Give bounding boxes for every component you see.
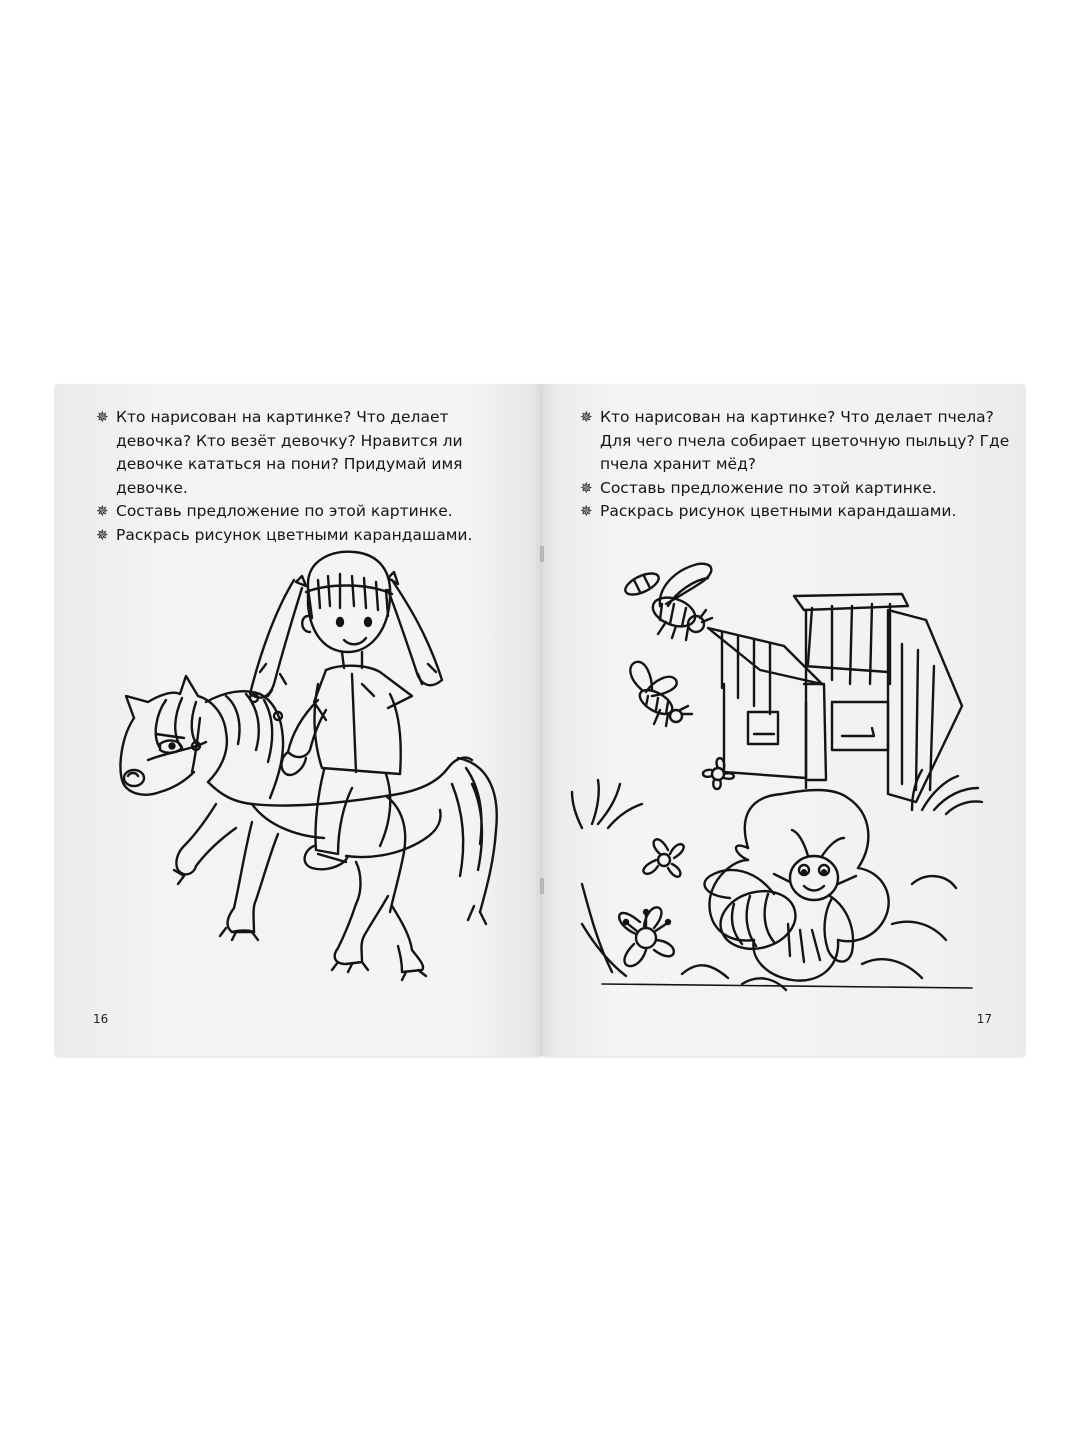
page-number-left: 16 <box>93 1012 109 1026</box>
star-bullet-icon: ✵ <box>96 502 109 520</box>
star-bullet-icon: ✵ <box>580 408 593 426</box>
binding-staple-top <box>540 546 544 562</box>
instruction-text: Кто нарисован на картинке? Что делает девочка? Кто везёт девочку? Нравится ли девочке кататься на пони? Придумай имя девочке. <box>116 408 463 497</box>
instruction-text: Раскрась рисунок цветными карандашами. <box>116 525 473 544</box>
right-page <box>542 384 1024 1056</box>
star-bullet-icon: ✵ <box>580 502 593 520</box>
star-bullet-icon: ✵ <box>580 478 593 497</box>
instruction-text: Составь предложение по этой картинке. <box>600 478 937 497</box>
book-spread <box>56 384 1024 1056</box>
girl-on-pony-illustration <box>56 384 542 1056</box>
bees-and-flowers-illustration <box>542 384 1024 1056</box>
instruction-text: Кто нарисован на картинке? Что делает пчела? Для чего пчела собирает цветочную пыльцу? Где пчела хранит мёд? <box>600 408 1010 473</box>
page-number-right: 17 <box>976 1012 992 1026</box>
left-page <box>56 384 542 1056</box>
binding-staple-bottom <box>540 878 544 894</box>
instruction-text: Составь предложение по этой картинке. <box>116 502 453 520</box>
star-bullet-icon: ✵ <box>96 525 109 544</box>
star-bullet-icon: ✵ <box>96 408 109 426</box>
instruction-text: Раскрась рисунок цветными карандашами. <box>600 502 957 520</box>
